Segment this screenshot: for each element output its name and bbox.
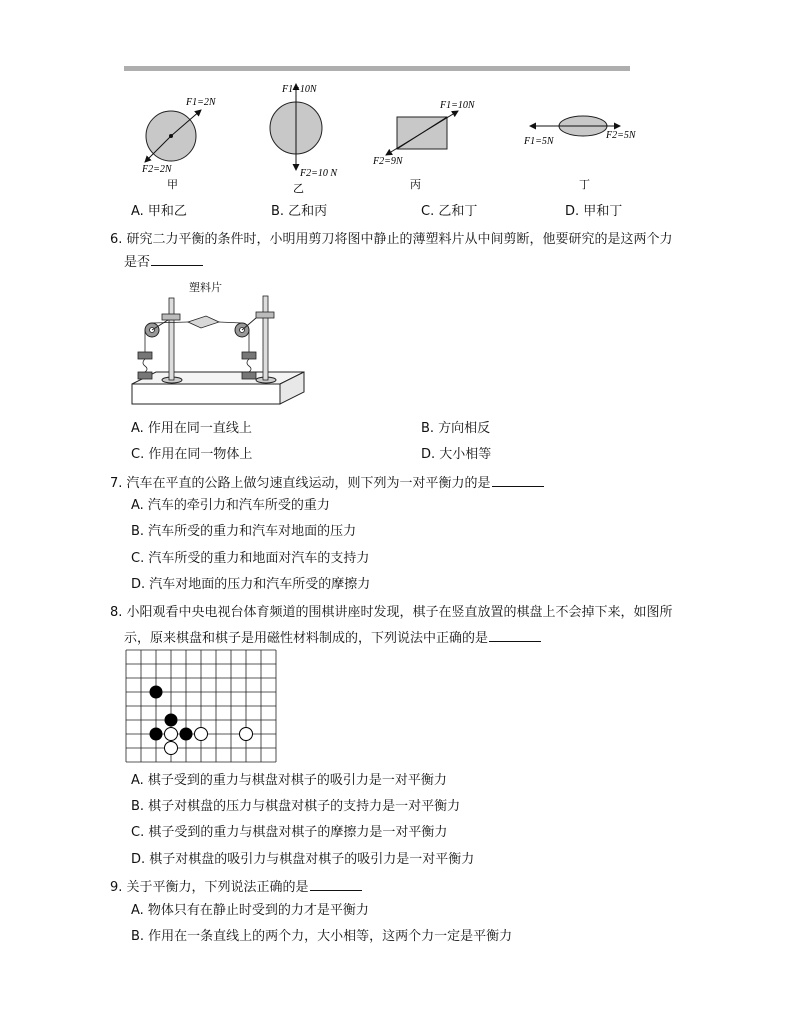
- q6-option-a[interactable]: A. 作用在同一直线上: [131, 421, 252, 436]
- q9-option-b[interactable]: B. 作用在一条直线上的两个力，大小相等，这两个力一定是平衡力: [131, 929, 513, 944]
- q6-stem-line2: [124, 253, 203, 272]
- figure-jia: [141, 97, 217, 191]
- q6-option-b[interactable]: B. 方向相反: [421, 421, 491, 436]
- label-f2-yi: F2=10 N: [300, 168, 338, 179]
- go-board-grid: [126, 650, 276, 762]
- cropped-stem-line: [124, 64, 630, 71]
- q7-stem-text: 7. 汽车在平直的公路上做匀速直线运动，则下列为一对平衡力的是: [110, 476, 491, 491]
- weight-left-2: [138, 372, 152, 379]
- black-stone: [180, 728, 193, 741]
- base-front: [132, 384, 280, 404]
- answer-blank[interactable]: [489, 629, 541, 642]
- hook-right: [247, 359, 251, 372]
- white-stone: [240, 728, 253, 741]
- answer-blank[interactable]: [492, 474, 544, 487]
- label-f2-jia: F2=2N: [142, 164, 172, 175]
- caption-bing: 丙: [410, 178, 421, 191]
- q8-option-c[interactable]: C. 棋子受到的重力与棋盘对棋子的摩擦力是一对平衡力: [131, 825, 448, 840]
- white-stone: [165, 742, 178, 755]
- q8-option-b[interactable]: B. 棋子对棋盘的压力与棋盘对棋子的支持力是一对平衡力: [131, 799, 461, 814]
- label-f1-yi: F1=10N: [282, 84, 317, 95]
- white-stone: [165, 728, 178, 741]
- q9-stem: [110, 878, 362, 897]
- hook-left: [143, 359, 147, 372]
- black-stone: [165, 714, 178, 727]
- q7-option-d[interactable]: D. 汽车对地面的压力和汽车所受的摩擦力: [131, 577, 371, 592]
- q5-option-d[interactable]: D. 甲和丁: [565, 204, 623, 219]
- q7-option-a[interactable]: A. 汽车的牵引力和汽车所受的重力: [131, 498, 330, 513]
- label-f1-jia: F1=2N: [186, 97, 216, 108]
- weight-left-1: [138, 352, 152, 359]
- white-stone: [195, 728, 208, 741]
- figure-bing: [372, 100, 476, 191]
- rod-right: [263, 296, 268, 380]
- plastic-sheet-label: 塑料片: [189, 281, 222, 294]
- q5-option-a[interactable]: A. 甲和乙: [131, 204, 187, 219]
- q8-stem-text: 示，原来棋盘和棋子是用磁性材料制成的，下列说法中正确的是: [124, 631, 489, 646]
- figure-ding: [523, 116, 637, 191]
- figure-yi: [270, 84, 338, 195]
- answer-blank[interactable]: [310, 878, 362, 891]
- clamp-right: [256, 312, 274, 318]
- q7-option-c[interactable]: C. 汽车所受的重力和地面对汽车的支持力: [131, 551, 370, 566]
- q6-option-d[interactable]: D. 大小相等: [421, 447, 492, 462]
- black-stone: [150, 686, 163, 699]
- q5-force-figures: [120, 80, 680, 195]
- rod-left: [169, 298, 174, 380]
- caption-yi: 乙: [293, 182, 304, 195]
- caption-jia: 甲: [167, 178, 178, 191]
- caption-ding: 丁: [579, 178, 590, 191]
- weight-right-2: [242, 372, 256, 379]
- label-f2-bing: F2=9N: [373, 156, 403, 167]
- label-f1-ding: F1=5N: [524, 136, 554, 147]
- clamp-left: [162, 314, 180, 320]
- q8-stem-line2: [124, 629, 541, 648]
- black-stone: [150, 728, 163, 741]
- label-f2-ding: F2=5N: [606, 130, 636, 141]
- q6-stem-text: 是否: [124, 255, 151, 270]
- string-left: [152, 322, 188, 323]
- answer-blank[interactable]: [151, 253, 203, 266]
- q8-option-a[interactable]: A. 棋子受到的重力与棋盘对棋子的吸引力是一对平衡力: [131, 773, 447, 788]
- q8-stem-line1: 8. 小阳观看中央电视台体育频道的围棋讲座时发现，棋子在竖直放置的棋盘上不会掉下来，如图所: [110, 605, 673, 620]
- q9-stem-text: 9. 关于平衡力，下列说法正确的是: [110, 880, 309, 895]
- weight-right-1: [242, 352, 256, 359]
- go-board-figure: [124, 648, 278, 766]
- q5-option-c[interactable]: C. 乙和丁: [421, 204, 478, 219]
- q6-option-c[interactable]: C. 作用在同一物体上: [131, 447, 253, 462]
- q6-apparatus-figure: [128, 292, 308, 412]
- q9-option-a[interactable]: A. 物体只有在静止时受到的力才是平衡力: [131, 903, 369, 918]
- q5-option-b[interactable]: B. 乙和丙: [271, 204, 328, 219]
- q8-option-d[interactable]: D. 棋子对棋盘的吸引力与棋盘对棋子的吸引力是一对平衡力: [131, 852, 475, 867]
- q7-option-b[interactable]: B. 汽车所受的重力和汽车对地面的压力: [131, 524, 357, 539]
- string-right: [219, 322, 242, 323]
- plastic-sheet: [188, 316, 219, 328]
- base-top: [132, 372, 304, 384]
- q6-stem-line1: 6. 研究二力平衡的条件时，小明用剪刀将图中静止的薄塑料片从中间剪断，他要研究的是这两个力: [110, 232, 673, 247]
- q7-stem: [110, 474, 544, 493]
- label-f1-bing: F1=10N: [440, 100, 475, 111]
